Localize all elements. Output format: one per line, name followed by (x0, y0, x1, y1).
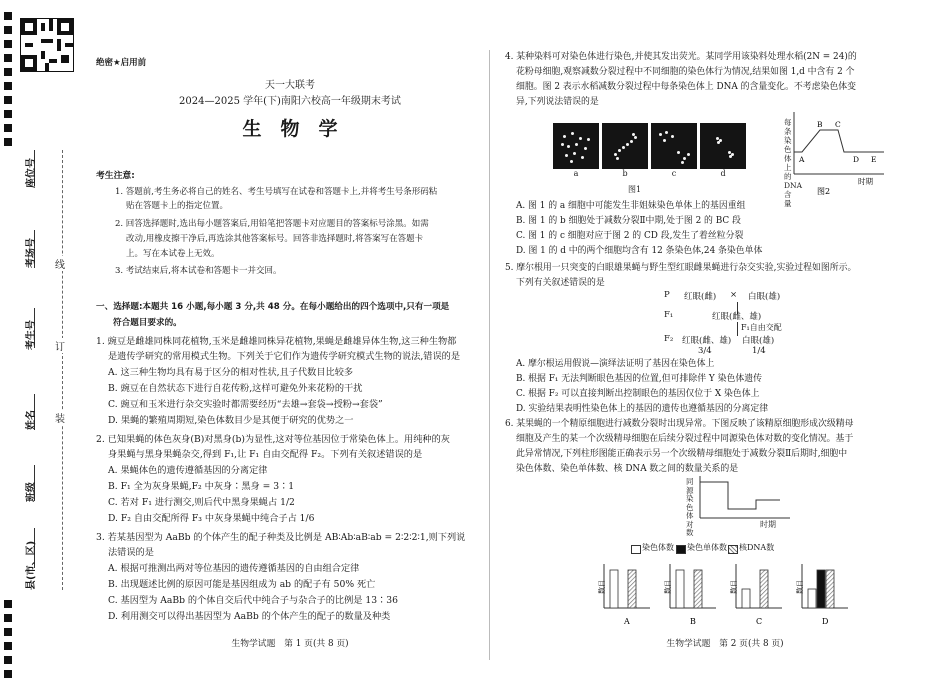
q2-option-a[interactable]: A. 果蝇体色的遗传遵循基因的分离定律 (108, 465, 268, 476)
exam-title: 2024—2025 学年(下)南阳六校高一年级期末考试 (179, 96, 401, 107)
bar-C-0 (742, 589, 750, 608)
q1-option-a[interactable]: A. 这三种生物均具有易于区分的相对性状,且子代数目比较多 (108, 367, 354, 378)
cross-ratio-white: 1/4 (752, 346, 766, 356)
bar-chart-label-B: B (690, 617, 696, 626)
section-heading: 一、选择题:本题共 16 小题,每小题 3 分,共 48 分。在每小题给出的四个选项中,只有一项是 (96, 302, 450, 312)
cross-p-label: P (664, 290, 670, 300)
cut-mark-line: 线 (55, 256, 65, 271)
q1-option-d[interactable]: D. 果蝇的繁殖周期短,染色体数目少是其便于研究的优势之一 (108, 415, 354, 426)
bar-charts (594, 558, 854, 628)
instruction-line: 改动,用橡皮擦干净后,再选涂其他答案标号。回答非选择题时,将答案写在答题卡 (126, 234, 424, 244)
bar-A-2 (628, 570, 636, 608)
instructions-title: 考生注意: (96, 171, 135, 181)
q6-stem: 6. 某果蝇的一个精原细胞进行减数分裂时出现异常。下图反映了该精原细胞形成次级精母 (505, 419, 854, 429)
q1-stem: 1. 豌豆是雌雄同株同花植物,玉米是雌雄同株异花植物,果蝇是雌雄异体生物,这三种生物都 (96, 336, 457, 347)
page-footer: 生物学试题 第 1 页(共 8 页) (231, 639, 349, 649)
binding-cut-line (62, 150, 63, 590)
q5-option-c[interactable]: C. 根据 F₂ 可以直接判断出控制眼色的基因仅位于 X 染色体上 (516, 389, 760, 399)
secret-mark: 绝密★启用前 (96, 58, 147, 68)
q5-option-b[interactable]: B. 根据 F₁ 无法判断眼色基因的位置,但可排除伴 Y 染色体遗传 (516, 374, 762, 384)
stripe-mark (4, 110, 12, 118)
fig2-point-D: D (853, 155, 860, 164)
binding-strip (0, 0, 92, 688)
stripe-mark (4, 628, 12, 636)
cross-f1: 红眼(雌、雄) (712, 312, 762, 322)
stripe-mark (4, 670, 12, 678)
q3-option-b[interactable]: B. 出现题述比例的原因可能是基因组成为 ab 的配子有 50% 死亡 (108, 579, 376, 590)
stripe-mark (4, 656, 12, 664)
fig2-point-B: B (817, 120, 823, 129)
qr-code-icon (20, 18, 74, 72)
bar-B-0 (676, 570, 684, 608)
cross-times: × (730, 290, 738, 300)
q4-option-d[interactable]: D. 图 1 的 d 中的两个细胞均含有 12 条染色体,24 条染色单体 (516, 246, 763, 256)
legend-swatch-dna (728, 545, 738, 554)
fig2-dna-line (794, 130, 884, 152)
homologous-xlabel: 时期 (760, 520, 776, 529)
legend-chromosome: 染色体数 (642, 543, 674, 552)
q3-option-a[interactable]: A. 根据可推测出两对等位基因的遗传遵循基因的自由组合定律 (108, 563, 360, 574)
cross-f2-white: 白眼(雄) (742, 336, 775, 346)
section-heading-cont: 符合题目要求的。 (113, 318, 182, 328)
cross-p-male: 白眼(雄) (748, 292, 781, 302)
cut-mark-order: 订 (55, 338, 65, 353)
figure2-ylabel: 每条染色体上的DNA含量 (784, 118, 802, 208)
micrograph-label: a (573, 169, 579, 178)
q2-option-d[interactable]: D. F₂ 自由交配所得 F₃ 中灰身果蝇中纯合子占 1/6 (108, 513, 315, 524)
stripe-mark (4, 82, 12, 90)
micrograph-b (602, 123, 648, 169)
stripe-mark (4, 26, 12, 34)
q2-stem: 身果蝇与黑身果蝇杂交,得到 F₁,让 F₁ 自由交配得 F₂。下列有关叙述错误的是 (108, 449, 423, 460)
micrograph-label: d (720, 169, 726, 178)
county-label: 县(市、区) (26, 540, 37, 590)
stripe-mark (4, 600, 12, 608)
fig2-point-E: E (871, 155, 877, 164)
stripe-mark (4, 614, 12, 622)
candidate-number-label: 考生号 (26, 320, 37, 350)
page-footer: 生物学试题 第 2 页(共 8 页) (666, 639, 784, 649)
fig2-point-C: C (835, 120, 841, 129)
exam-room-label: 考场号 (26, 238, 37, 268)
bar-chart-label-C: C (756, 617, 763, 626)
legend-swatch-chromatid (676, 545, 686, 554)
q4-stem: 异,下列说法错误的是 (516, 97, 599, 107)
bar-chart-ylabel: 数目 (598, 580, 606, 594)
instruction-line: 1. 答题前,考生务必将自己的姓名、考生号填写在试卷和答题卡上,并将考生号条形码粘 (115, 187, 438, 197)
q3-option-c[interactable]: C. 基因型为 AaBb 的个体自交后代中纯合子与杂合子的比例是 13∶36 (108, 595, 398, 606)
stripe-mark (4, 642, 12, 650)
q5-stem: 5. 摩尔根用一只突变的白眼雄果蝇与野生型红眼雌果蝇进行杂交实验,实验过程如图所示。 (505, 263, 857, 273)
bar-C-2 (760, 570, 768, 608)
cross-f2-label: F₂ (664, 334, 674, 344)
bar-D-2 (826, 570, 834, 608)
bar-A-0 (610, 570, 618, 608)
stripe-mark (4, 68, 12, 76)
q4-option-b[interactable]: B. 图 1 的 b 细胞处于减数分裂Ⅱ中期,处于图 2 的 BC 段 (516, 216, 741, 226)
q1-stem: 是遗传学研究的常用模式生物。下列关于它们作为遗传学研究模式生物的说法,错误的是 (108, 351, 461, 362)
micrograph-d (700, 123, 746, 169)
stripe-mark (4, 12, 12, 20)
bar-chart-ylabel: 数目 (730, 580, 738, 594)
bar-chart-ylabel: 数目 (796, 580, 804, 594)
name-label: 姓名 (26, 410, 37, 430)
q1-option-c[interactable]: C. 豌豆和玉米进行杂交实验时都需要经历“去雄→套袋→授粉→套袋” (108, 399, 383, 410)
bar-chart-ylabel: 数目 (664, 580, 672, 594)
q3-stem: 3. 若某基因型为 AaBb 的个体产生的配子种类及比例是 AB∶Ab∶aB∶ab = 2∶2∶2∶1,则下列说 (96, 532, 466, 543)
q2-option-c[interactable]: C. 若对 F₁ 进行测交,则后代中黑身果蝇占 1/2 (108, 497, 295, 508)
q5-option-a[interactable]: A. 摩尔根运用假说—演绎法证明了基因在染色体上 (516, 359, 715, 369)
stripe-mark (4, 40, 12, 48)
q1-option-b[interactable]: B. 豌豆在自然状态下进行自花传粉,这样可避免外来花粉的干扰 (108, 383, 363, 394)
bar-chart-label-A: A (624, 617, 630, 626)
cross-ratio-red: 3/4 (698, 346, 712, 356)
league-name: 天一大联考 (265, 80, 315, 91)
legend-swatch-chromosome (631, 545, 641, 554)
seat-number-label: 座位号 (26, 158, 37, 188)
micrograph-c (651, 123, 697, 169)
class-label: 班级 (26, 482, 37, 502)
homologous-pairs-chart (686, 474, 796, 534)
q5-option-d[interactable]: D. 实验结果表明性染色体上的基因的遗传也遵循基因的分离定律 (516, 404, 769, 414)
q6-stem: 染色体数、染色单体数、核 DNA 数之间的数量关系的是 (516, 464, 739, 474)
homologous-ylabel: 同源染色体对数 (686, 477, 694, 537)
bar-D-1 (817, 570, 825, 608)
instruction-line: 贴在答题卡上的指定位置。 (126, 201, 229, 211)
stripe-mark (4, 124, 12, 132)
q6-stem: 细胞及产生的某一个次级精母细胞在后续分裂过程中同源染色体对数的变化情况。基于 (516, 434, 854, 444)
q2-option-b[interactable]: B. F₁ 全为灰身果蝇,F₂ 中灰身∶黑身 = 3∶1 (108, 481, 295, 492)
instruction-line: 3. 考试结束后,将本试卷和答题卡一并交回。 (115, 266, 282, 276)
bar-chart-label-D: D (822, 617, 829, 626)
homologous-pairs-line (700, 482, 780, 509)
cross-p-female: 红眼(雌) (684, 292, 717, 302)
q2-stem: 2. 已知果蝇的体色灰身(B)对黑身(b)为显性,这对等位基因位于常染色体上。用纯种的灰 (96, 434, 450, 445)
fig2-point-A: A (799, 155, 805, 164)
cross-f1-mating: F₁自由交配 (741, 323, 782, 332)
micrograph-label: c (671, 169, 677, 178)
q4-stem: 细胞。图 2 表示水稻减数分裂过程中每条染色体上 DNA 的含量变化。不考虑染色体变 (516, 82, 856, 92)
stripe-mark (4, 96, 12, 104)
cross-arrow (737, 322, 738, 336)
q4-stem: 花粉母细胞,观察减数分裂过程中不同细胞的染色体行为情况,结果如图 1,d 中含有 2 个 (516, 67, 855, 77)
q5-stem: 下列有关叙述错误的是 (516, 278, 605, 288)
q3-option-d[interactable]: D. 利用测交可以得出基因型为 AaBb 的个体产生的配子的数量及种类 (108, 611, 391, 622)
cross-f1-label: F₁ (664, 310, 674, 320)
fig2-xlabel: 时期 (858, 177, 873, 186)
q3-stem: 法错误的是 (108, 547, 154, 558)
q4-option-a[interactable]: A. 图 1 的 a 细胞中可能发生非姐妹染色单体上的基因重组 (516, 201, 746, 211)
instruction-line: 上。写在本试卷上无效。 (126, 249, 220, 259)
figure1-caption: 图1 (628, 185, 642, 194)
legend-dna: 核DNA数 (739, 543, 775, 552)
q4-stem: 4. 某种染料可对染色体进行染色,并使其发出荧光。某同学用该染料处理水稻(2N = 24)的 (505, 52, 857, 62)
bar-B-2 (694, 570, 702, 608)
column-divider (489, 50, 490, 660)
micrograph-a (553, 123, 599, 169)
cross-f2-red: 红眼(雌、雄) (682, 336, 732, 346)
micrograph-label: b (622, 169, 628, 178)
cut-mark-bind: 装 (55, 410, 65, 425)
figure2-caption: 图2 (817, 187, 831, 196)
instruction-line: 2. 回答选择题时,选出每小题答案后,用铅笔把答题卡对应题目的答案标号涂黑。如需 (115, 219, 429, 229)
stripe-mark (4, 54, 12, 62)
q4-option-c[interactable]: C. 图 1 的 c 细胞对应于图 2 的 CD 段,发生了着丝粒分裂 (516, 231, 744, 241)
legend-chromatid: 染色单体数 (687, 543, 727, 552)
q6-stem: 此异常情况,下列柱形图能正确表示另一个次级精母细胞处于减数分裂Ⅱ后期时,细胞中 (516, 449, 848, 459)
bar-D-0 (808, 589, 816, 608)
stripe-mark (4, 138, 12, 146)
subject-title: 生 物 学 (242, 118, 338, 140)
